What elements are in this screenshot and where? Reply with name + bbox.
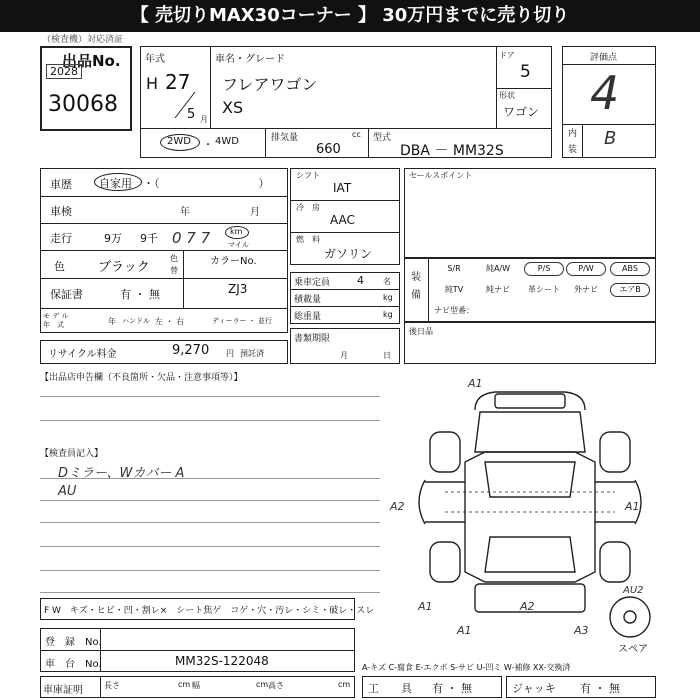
inspector-line-1: Dミラー、Wカバー A (58, 466, 185, 481)
equipment-row2-item-3: 外ナビ (574, 285, 598, 294)
mark-a1-top: A1 (468, 377, 483, 390)
deadline-label: 書類期限 (294, 334, 331, 344)
displacement-unit: cc (352, 130, 361, 139)
displacement-label: 排気量 (271, 133, 299, 143)
ac-label: 冷 房 (296, 203, 320, 212)
doors-value: 5 (520, 62, 531, 82)
warranty-label: 保証書 (50, 288, 83, 301)
cert-label: 車庫証明 (43, 685, 83, 696)
color-no-value: ZJ3 (228, 282, 248, 296)
interior-label-2: 装 (568, 145, 578, 155)
grade-value: 4 (590, 66, 620, 120)
mark-a1-bl: A1 (418, 600, 433, 613)
mark-a2-bottom: A2 (520, 600, 535, 613)
tools-value: 有 ・ 無 (432, 682, 472, 695)
history-circled: 自家用 (99, 177, 132, 190)
gross-unit: kg (383, 310, 393, 319)
year-era: H (146, 74, 159, 93)
load-unit: kg (383, 293, 393, 302)
inspection-month: 月 (250, 207, 260, 218)
year-label: 年式 (145, 54, 165, 65)
model-type-value: DBA － MM32S (400, 143, 504, 159)
equipment-row1-item-2: P/S (524, 262, 564, 276)
capacity-unit: 名 (383, 277, 391, 286)
recycle-value: 9,270 (172, 343, 210, 358)
model-year-label-2: 年 式 (43, 321, 64, 329)
load-label: 積載量 (294, 295, 322, 305)
recycle-label: リサイクル料金 (48, 349, 117, 360)
mileage-label: 走行 (50, 232, 72, 245)
gross-label: 総重量 (294, 312, 322, 322)
model-label: 車名・グレード (215, 54, 285, 65)
equipment-row2-item-4: エアB (610, 283, 650, 297)
inspection-label: 車検 (50, 205, 72, 218)
cert-col-1: cm (178, 680, 191, 689)
cert-col-2: 幅 (192, 681, 200, 690)
grade-label: 評価点 (590, 53, 618, 63)
deadline-day: 日 (383, 351, 391, 360)
mark-a1-bl2: A1 (457, 624, 472, 637)
interior-value: B (604, 128, 617, 149)
registration-label: 登 録 No. (45, 637, 102, 648)
legend-bar-text: F W キズ・ヒビ・凹・割レ× シート焦ゲ コゲ・穴・汚レ・シミ・破レ・スレ (44, 606, 375, 616)
drive-sep: ・ (203, 140, 213, 151)
tools-label: 工 具 (368, 682, 412, 695)
shape-label: 形状 (499, 91, 515, 100)
color-swap-1: 色 (170, 254, 178, 263)
equipment-label-1: 装 (411, 272, 421, 283)
mark-au2: AU2 (623, 585, 644, 596)
capacity-value: 4 (357, 274, 364, 287)
mark-a3: A3 (574, 624, 589, 637)
cert-col-4: 高さ (268, 681, 284, 690)
mileage-man: 9万 (104, 232, 122, 245)
mark-a2-left: A2 (390, 500, 405, 513)
capacity-label: 乗車定員 (294, 278, 331, 288)
history-label: 車歴 (50, 178, 72, 191)
top-note: （検査機）対応済証 (42, 35, 124, 45)
equipment-row1-item-4: ABS (610, 262, 650, 276)
cert-col-0: 長さ (104, 681, 120, 690)
model-year-handle: ハンドル (122, 317, 150, 325)
deadline-month: 月 (340, 351, 348, 360)
model-name: フレアワゴン (222, 75, 318, 94)
drive-4wd: 4WD (215, 136, 239, 147)
cert-col-3: cm (256, 680, 269, 689)
lot-code: 2028 (46, 64, 82, 79)
mileage-sen: 9千 (140, 232, 158, 245)
color-value: ブラック (98, 260, 150, 275)
equipment-row1-item-1: 純A/W (485, 264, 511, 273)
shift-value: IAT (333, 181, 352, 195)
model-type-label: 型式 (373, 133, 392, 143)
inspection-year: 年 (180, 207, 190, 218)
drive-2wd: 2WD (167, 136, 191, 147)
fuel-label: 燃 料 (296, 235, 320, 244)
sales-point-box (404, 168, 656, 258)
model-grade: XS (222, 98, 244, 117)
after-install-label: 後日品 (409, 327, 433, 336)
spare-label: スペア (618, 644, 648, 655)
inspector-label: 【検査員記入】 (40, 449, 104, 459)
top-banner: 【 売切りMAX30コーナー 】 30万円までに売り切り (0, 0, 700, 32)
chassis-value: MM32S-122048 (175, 654, 269, 668)
mileage-km: km (230, 227, 243, 236)
year-month-label: 月 (200, 115, 208, 124)
model-year-year: 年 (108, 317, 116, 326)
seller-notes-label: 【出品店申告欄（不良箇所・欠品・注意事項等）】 (40, 373, 243, 383)
inspector-line-2: AU (58, 484, 77, 499)
lot-label: 出品No. (62, 52, 121, 70)
interior-label-1: 内 (568, 129, 578, 139)
shift-label: シフト (296, 171, 320, 180)
model-year-label-1: モ デ ル (43, 312, 69, 320)
cert-col-5: cm (338, 680, 351, 689)
jack-label: ジャッキ (512, 682, 556, 695)
history-rest: ・（ ） (143, 177, 270, 190)
chassis-label: 車 台 No. (45, 659, 102, 670)
equipment-row1-item-3: P/W (566, 262, 606, 276)
mileage-handwritten: 0 7 7 (172, 229, 211, 247)
fuel-value: ガソリン (324, 247, 373, 261)
equipment-row2-item-0: 純TV (444, 285, 464, 294)
mileage-mile: マイル (228, 241, 249, 249)
warranty-value: 有 ・ 無 (120, 288, 160, 301)
recycle-note: 預託済 (240, 349, 264, 358)
color-no-label: カラーNo. (210, 256, 257, 267)
after-install-box (404, 322, 656, 364)
ac-value: AAC (330, 213, 355, 227)
color-swap-2: 替 (170, 266, 178, 275)
model-year-handle-value: 左 ・ 右 (155, 317, 185, 326)
jack-value: 有 ・ 無 (580, 682, 620, 695)
year-month: 5 (187, 107, 196, 122)
mark-a1-right: A1 (625, 500, 640, 513)
codes-legend: A-キズ C-腐食 E-エクボ S-サビ U-凹ミ W-補修 XX-交換済 (362, 663, 571, 672)
equipment-label-2: 備 (411, 290, 421, 301)
lot-number: 30068 (48, 92, 118, 117)
recycle-unit: 円 (226, 349, 234, 358)
sales-point-label: セールスポイント (409, 171, 473, 180)
model-year-dealer: ディーラー ・ 並行 (212, 317, 272, 325)
shape-value: ワゴン (503, 105, 540, 119)
color-label: 色 (54, 260, 65, 273)
navi-label: ナビ型番： (434, 306, 474, 315)
equipment-row1-item-0: S/R (447, 264, 461, 273)
equipment-row2-item-2: 革シート (528, 285, 560, 294)
displacement-value: 660 (316, 142, 341, 157)
doors-label: ドア (499, 51, 515, 60)
year-value: 27 (165, 70, 191, 94)
equipment-row2-item-1: 純ナビ (486, 285, 510, 294)
